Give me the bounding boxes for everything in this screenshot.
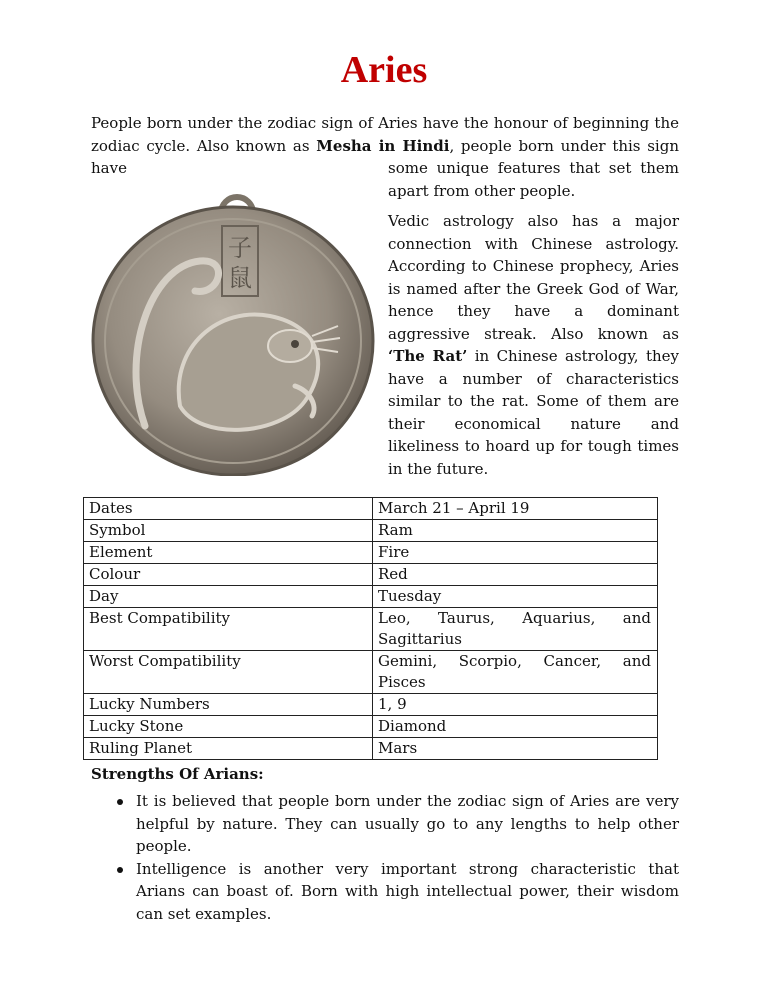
table-row [84, 716, 658, 738]
table-key-cell: Colour [84, 564, 373, 586]
table-key-cell: Symbol [84, 520, 373, 542]
table-row [84, 651, 658, 694]
table-key-cell: Day [84, 586, 373, 608]
table-row [84, 738, 658, 760]
strengths-list [91, 790, 679, 925]
vedic-text-1: Vedic astrology also has a major connection with Chinese astrology. According to Chinese prophecy, Aries is named after the Greek God of War, hence they have a dominant aggressive streak. Also known as [388, 212, 679, 343]
table-value-cell: Leo, Taurus, Aquarius, and Sagittarius [373, 608, 658, 651]
table-value-cell: Mars [373, 738, 658, 760]
table-key-cell: Dates [84, 498, 373, 520]
table-value-cell: Diamond [373, 716, 658, 738]
table-row [84, 608, 658, 651]
table-key-cell: Lucky Stone [84, 716, 373, 738]
page-title: Aries [340, 49, 428, 91]
table-row [84, 498, 658, 520]
list-item-text: It is believed that people born under the zodiac sign of Aries are very helpful by nature. They can usually go to any lengths to help other people. [136, 792, 679, 855]
intro-text-2: , people born under this sign have [91, 136, 679, 177]
svg-text:鼠: 鼠 [228, 264, 252, 292]
table-value-cell: March 21 – April 19 [373, 498, 658, 520]
table-key-cell: Best Compatibility [84, 608, 373, 651]
intro-bold-text: Mesha in Hindi [316, 136, 450, 155]
list-item-text: Intelligence is another very important strong characteristic that Arians can boast of. Born with high intellectual power, their wisdom can set examples. [136, 859, 679, 923]
rat-coin-image [90, 176, 380, 476]
vedic-bold-text: ‘The Rat’ [388, 347, 468, 365]
vedic-paragraph [388, 210, 679, 480]
svg-text:子: 子 [228, 234, 252, 262]
table-value-cell: Red [373, 564, 658, 586]
table-value-cell: Ram [373, 520, 658, 542]
strengths-heading: Strengths Of Arians: [91, 765, 264, 783]
intro-text-1: People born under the zodiac sign of Aries have the honour of beginning the zodiac cycle. Also known as [91, 114, 679, 155]
table-key-cell: Worst Compatibility [84, 651, 373, 694]
table-value-cell: Tuesday [373, 586, 658, 608]
vedic-text-2: in Chinese astrology, they have a number of characteristics similar to the rat. Some of them are their economical nature and likeliness to hoard up for tough times in the future. [388, 347, 679, 478]
table-value-cell: Fire [373, 542, 658, 564]
table-key-cell: Ruling Planet [84, 738, 373, 760]
intro-continued: some unique features that set them apart from other people. [388, 159, 679, 200]
bullet-icon [117, 867, 123, 873]
list-item [91, 858, 679, 926]
list-item [91, 790, 679, 858]
table-row [84, 586, 658, 608]
table-key-cell: Element [84, 542, 373, 564]
table-row [84, 694, 658, 716]
table-row [84, 564, 658, 586]
table-row [84, 542, 658, 564]
table-row [84, 520, 658, 542]
aries-facts-table [83, 497, 658, 760]
table-value-cell: Gemini, Scorpio, Cancer, and Pisces [373, 651, 658, 694]
table-value-cell: 1, 9 [373, 694, 658, 716]
table-key-cell: Lucky Numbers [84, 694, 373, 716]
bullet-icon [117, 799, 123, 805]
